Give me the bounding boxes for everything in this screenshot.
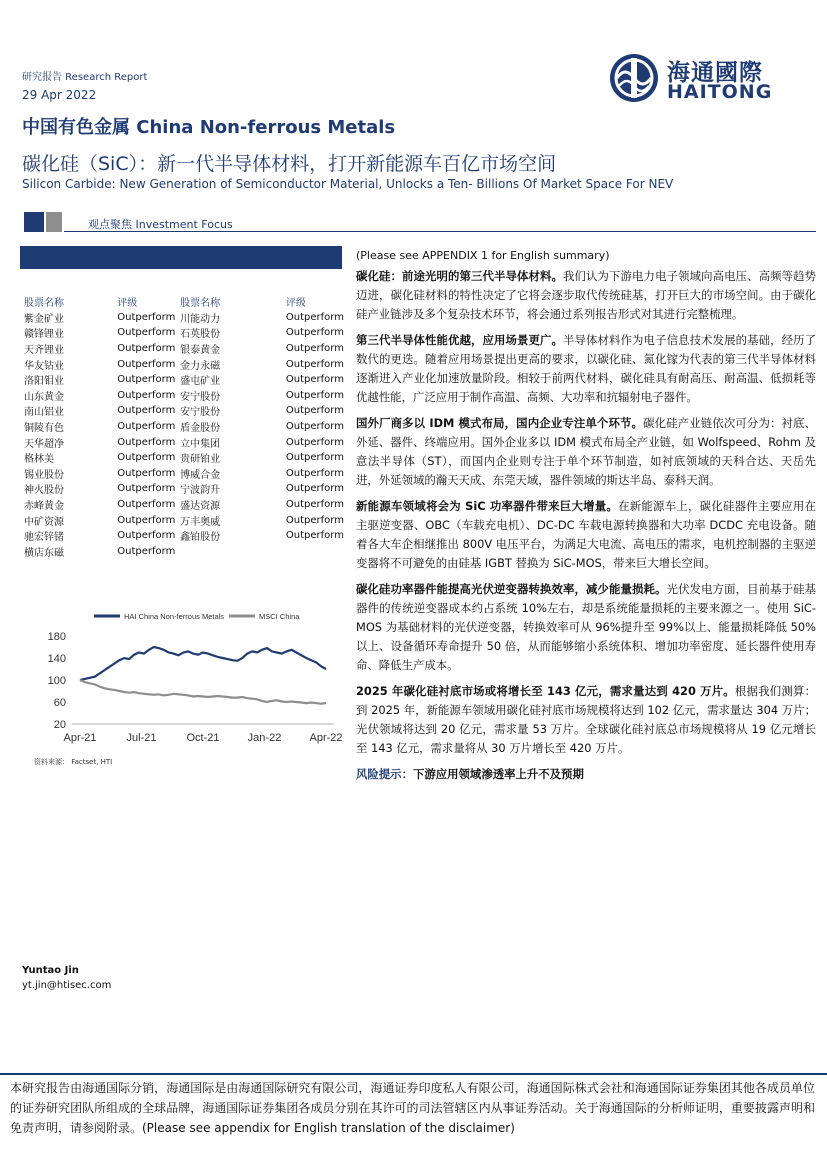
paragraph-text: 根据我们测算：到 2025 年，新能源车领域用碳化硅衬底市场规模将达到 102 亿元，需求量达 304 万片；光伏领域将达到 20 亿元，需求量 53 万片。全球碳化硅衬底总市场规模将从 19 亿元增长至 143 亿元，需求量将从 30 万片增长至 420 万片。 bbox=[356, 684, 816, 755]
stock-rating: Outperform bbox=[285, 452, 344, 464]
stock-name: 博威合金 bbox=[180, 469, 221, 481]
stock-rating: Outperform bbox=[117, 374, 176, 386]
stock-name: 石英股份 bbox=[180, 329, 221, 341]
focus-block-gray bbox=[46, 212, 62, 232]
summary-paragraph bbox=[356, 267, 816, 324]
paragraph-text: 我们认为下游电力电子领域向高电压、高频等趋势迈进，碳化硅材料的特性决定了它将会逐步取代传统硅基，打开巨大的市场空间。由于碳化硅产业链涉及多个复杂技术环节，将会通过系列报告形式对其进行完整梳理。 bbox=[356, 269, 816, 321]
investment-focus-label: 观点聚焦 Investment Focus bbox=[88, 218, 233, 231]
y-tick-label: 100 bbox=[47, 675, 66, 687]
stock-rating: Outperform bbox=[285, 467, 344, 479]
stock-rating: Outperform bbox=[117, 358, 176, 370]
table-row bbox=[24, 325, 344, 341]
table-row bbox=[24, 434, 344, 450]
table-row bbox=[24, 528, 344, 544]
focus-divider bbox=[64, 231, 816, 232]
haitong-logo bbox=[607, 52, 817, 104]
summary-paragraph bbox=[356, 414, 816, 490]
stock-rating: Outperform bbox=[117, 389, 176, 401]
risk-warning bbox=[356, 765, 816, 784]
table-row bbox=[24, 403, 344, 419]
stock-rating: Outperform bbox=[117, 452, 176, 464]
appendix-note: (Please see APPENDIX 1 for English summary) bbox=[356, 249, 610, 262]
stock-name: 宁波韵升 bbox=[180, 485, 221, 497]
y-tick-label: 180 bbox=[47, 631, 66, 643]
haitong-emblem-icon bbox=[607, 52, 661, 104]
stock-rating: Outperform bbox=[117, 499, 176, 511]
stock-name: 驰宏锌锗 bbox=[24, 532, 64, 544]
price-performance-chart bbox=[24, 602, 344, 752]
stock-rating bbox=[286, 544, 344, 560]
table-row bbox=[24, 544, 344, 560]
report-title-en: Silicon Carbide: New Generation of Semiconductor Material, Unlocks a Ten- Billions Of Market Space For NEV bbox=[22, 177, 674, 191]
paragraph-text: 光伏发电方面，目前基于硅基器件的传统逆变器成本约占系统 10%左右，却是系统能量损耗的主要来源之一。使用 SiC-MOS 为基础材料的光伏逆变器，转换效率可从 96%提升至 99%以上、能量损耗降低 50%以上、设备循环寿命提升 50 倍，从而能够缩小系统体积、增加功率密度、延长器件使用寿命、降低生产成本。 bbox=[356, 582, 816, 672]
stock-name: 安宁股份 bbox=[180, 391, 221, 403]
stock-name: 立中集团 bbox=[180, 438, 221, 450]
paragraph-lead: 国外厂商多以 IDM 模式布局，国内企业专注单个环节。 bbox=[356, 416, 644, 430]
stock-rating: Outperform bbox=[285, 530, 344, 542]
risk-label: 风险提示： bbox=[356, 767, 413, 781]
stock-rating: Outperform bbox=[285, 327, 344, 339]
stock-rating: Outperform bbox=[285, 405, 344, 417]
stock-rating: Outperform bbox=[285, 499, 344, 511]
summary-paragraph bbox=[356, 331, 816, 407]
stock-rating: Outperform bbox=[117, 311, 176, 323]
stock-rating: Outperform bbox=[285, 421, 344, 433]
stock-rating: Outperform bbox=[285, 343, 344, 355]
x-tick-label: Oct-21 bbox=[186, 732, 220, 744]
y-tick-label: 140 bbox=[47, 653, 66, 665]
stock-name bbox=[180, 544, 286, 560]
summary-paragraph bbox=[356, 497, 816, 573]
summary-column bbox=[356, 246, 816, 791]
paragraph-lead: 碳化硅：前途光明的第三代半导体材料。 bbox=[356, 269, 564, 283]
table-row bbox=[24, 466, 344, 482]
stock-name: 赣锋锂业 bbox=[24, 329, 64, 341]
table-row bbox=[24, 372, 344, 388]
stock-name: 银泰黄金 bbox=[180, 345, 221, 357]
stock-rating: Outperform bbox=[117, 436, 176, 448]
logo-text-en: HAITONG bbox=[667, 81, 773, 103]
stock-rating: Outperform bbox=[285, 311, 344, 323]
table-row bbox=[24, 310, 344, 326]
legend-label: MSCI China bbox=[259, 612, 300, 621]
sector-title: 中国有色金属 China Non-ferrous Metals bbox=[22, 117, 396, 138]
x-tick-label: Jul-21 bbox=[126, 732, 157, 744]
stock-name: 紫金矿业 bbox=[24, 313, 64, 325]
report-date: 29 Apr 2022 bbox=[22, 88, 97, 102]
table-row bbox=[24, 512, 344, 528]
header-rating: 评级 bbox=[117, 298, 138, 310]
table-row bbox=[24, 450, 344, 466]
stock-name: 安宁股份 bbox=[180, 407, 221, 419]
stock-rating: Outperform bbox=[285, 358, 344, 370]
y-tick-label: 20 bbox=[53, 719, 66, 731]
author-name: Yuntao Jin bbox=[22, 965, 79, 976]
table-header-row bbox=[24, 294, 344, 310]
focus-block-navy bbox=[24, 212, 44, 232]
stock-rating-table bbox=[24, 294, 344, 559]
paragraph-lead: 2025 年碳化硅衬底市场或将增长至 143 亿元，需求量达到 420 万片。 bbox=[356, 684, 735, 698]
stock-rating: Outperform bbox=[285, 514, 344, 526]
stock-name: 中矿资源 bbox=[24, 516, 64, 528]
stock-name: 盾金股份 bbox=[180, 423, 221, 435]
header-stock-name: 股票名称 bbox=[24, 298, 64, 310]
x-tick-label: Apr-21 bbox=[63, 732, 97, 744]
stock-rating: Outperform bbox=[117, 405, 176, 417]
stock-name: 贵研铂业 bbox=[180, 454, 221, 466]
table-row bbox=[24, 481, 344, 497]
stock-rating: Outperform bbox=[117, 530, 176, 542]
stock-name: 川能动力 bbox=[180, 313, 221, 325]
header-rating: 评级 bbox=[285, 298, 306, 310]
stock-name: 华友钴业 bbox=[24, 360, 64, 372]
stock-name: 万丰奥威 bbox=[180, 516, 221, 528]
disclaimer: 本研究报告由海通国际分销，海通国际是由海通国际研究有限公司，海通证券印度私人有限公司，海通国际株式会社和海通国际证券集团其他各成员单位的证券研究团队所组成的全球品牌，海通国际证券集团各成员分别在其许可的司法管辖区内从事证券活动。关于海通国际的分析师证明，重要披露声明和免责声明，请参阅附录。(Please see appendix for English translation of the disclaimer) bbox=[10, 1081, 815, 1135]
stock-name: 天齐锂业 bbox=[24, 345, 64, 357]
stock-name: 盛达资源 bbox=[180, 501, 221, 513]
summary-paragraph bbox=[356, 580, 816, 675]
table-row bbox=[24, 419, 344, 435]
left-column-band bbox=[20, 247, 342, 269]
stock-name: 神火股份 bbox=[24, 485, 64, 497]
stock-name: 鑫铂股份 bbox=[180, 532, 221, 544]
stock-name: 南山铝业 bbox=[24, 407, 64, 419]
x-tick-label: Jan-22 bbox=[247, 732, 282, 744]
logo-text-cn: 海通國際 bbox=[667, 60, 763, 86]
stock-rating: Outperform bbox=[285, 374, 344, 386]
stock-name: 盛屯矿业 bbox=[180, 376, 221, 388]
paragraph-lead: 第三代半导体性能优越，应用场景更广。 bbox=[356, 333, 564, 347]
header-stock-name: 股票名称 bbox=[180, 298, 221, 310]
stock-name: 金力永磁 bbox=[180, 360, 221, 372]
series-line-msci-china bbox=[80, 680, 326, 704]
stock-rating: Outperform bbox=[117, 483, 176, 495]
table-row bbox=[24, 341, 344, 357]
stock-name: 洛阳钼业 bbox=[24, 376, 64, 388]
stock-name: 赤峰黄金 bbox=[24, 501, 64, 513]
risk-text: 下游应用领域渗透率上升不及预期 bbox=[412, 767, 584, 781]
table-row bbox=[24, 356, 344, 372]
stock-rating: Outperform bbox=[117, 343, 176, 355]
y-tick-label: 60 bbox=[53, 697, 66, 709]
summary-paragraph bbox=[356, 682, 816, 758]
legend-label: HAI China Non-ferrous Metals bbox=[124, 612, 225, 621]
paragraph-text: 在新能源车上，碳化硅器件主要应用在主驱逆变器、OBC（车载充电机）、DC-DC 车载电源转换器和大功率 DCDC 充电设备。随着各大车企相继推出 800V 电压平台，为满足大电流、高电压的需求，电机控制器的主驱逆变器将不可避免的由硅基 IGBT 替换为 SiC-MOS，带来巨大增长空间。 bbox=[356, 499, 816, 570]
stock-rating: Outperform bbox=[285, 389, 344, 401]
stock-rating: Outperform bbox=[117, 514, 176, 526]
report-title-cn: 碳化硅（SiC）：新一代半导体材料，打开新能源车百亿市场空间 bbox=[22, 153, 557, 175]
stock-name: 天华超净 bbox=[24, 438, 64, 450]
disclaimer-rule bbox=[0, 1073, 827, 1075]
chart-source: 资料来源： Factset, HTI bbox=[34, 758, 113, 766]
stock-rating: Outperform bbox=[117, 467, 176, 479]
stock-name: 横店东磁 bbox=[24, 547, 64, 559]
stock-name: 锡业股份 bbox=[24, 469, 64, 481]
stock-name: 山东黄金 bbox=[24, 391, 64, 403]
stock-name: 格林美 bbox=[24, 454, 54, 466]
paragraph-lead: 新能源车领域将会为 SiC 功率器件带来巨大增量。 bbox=[356, 499, 619, 513]
stock-rating: Outperform bbox=[117, 327, 176, 339]
stock-rating: Outperform bbox=[285, 483, 344, 495]
report-type: 研究报告 Research Report bbox=[22, 72, 148, 83]
author-email[interactable]: yt.jin@htisec.com bbox=[22, 980, 112, 991]
stock-rating: Outperform bbox=[117, 421, 176, 433]
table-row bbox=[24, 497, 344, 513]
paragraph-text: 碳化硅产业链依次可分为：衬底、外延、器件、终端应用。国外企业多以 IDM 模式布局全产业链，如 Wolfspeed、Rohm 及意法半导体（ST），而国内企业则专注于单个环节制造，如衬底领域的天科合达、天岳先进，外延领域的瀚天天成、东莞天域，器件领域的斯达半岛、泰科天润。 bbox=[356, 416, 816, 487]
stock-rating: Outperform bbox=[117, 545, 176, 557]
x-tick-label: Apr-22 bbox=[309, 732, 343, 744]
paragraph-lead: 碳化硅功率器件能提高光伏逆变器转换效率，减少能量损耗。 bbox=[356, 582, 667, 596]
paragraph-text: 半导体材料作为电子信息技术发展的基础，经历了数代的更迭。随着应用场景提出更高的要求，以碳化硅、氮化镓为代表的第三代半导体材料逐渐进入产业化加速放量阶段。相较于前两代材料，碳化硅具有耐高压、耐高温、低损耗等优越性能，广泛应用于制作高温、高频、大功率和抗辐射电子器件。 bbox=[356, 333, 816, 404]
series-line-hai-nonferrous bbox=[80, 647, 326, 680]
stock-name: 铜陵有色 bbox=[24, 423, 64, 435]
stock-rating: Outperform bbox=[285, 436, 344, 448]
table-row bbox=[24, 388, 344, 404]
